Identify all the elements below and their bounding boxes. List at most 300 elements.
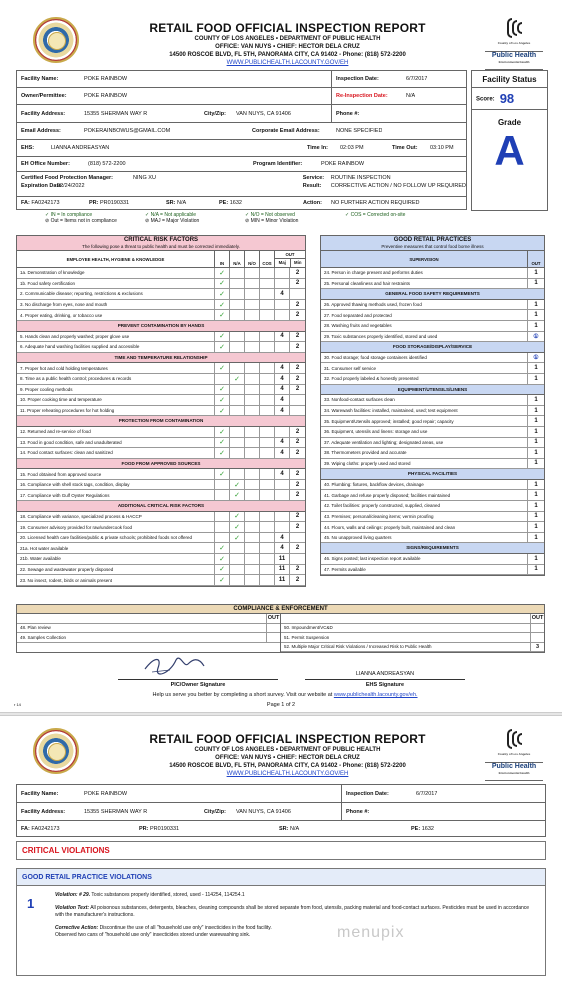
good-item-row — [321, 501, 544, 512]
facility-name-value: POKE RAINBOW — [80, 71, 332, 87]
report-url-link[interactable]: WWW.PUBLICHEALTH.LACOUNTY.GOV/EH — [226, 60, 349, 66]
na-check-icon — [230, 363, 245, 373]
cos-check-icon — [260, 448, 275, 458]
good-item-out: 1 — [534, 365, 538, 372]
col-min: Min — [294, 260, 302, 265]
na-check-icon: ✓ — [230, 533, 245, 543]
no-check-icon — [245, 374, 260, 384]
min-value: 2 — [295, 449, 300, 456]
cos-check-icon — [260, 427, 275, 437]
na-check-icon — [230, 469, 245, 479]
good-item-row — [321, 332, 544, 343]
good-item-desc: 29. Toxic substances properly identified, stored and used — [321, 332, 528, 342]
maj-value — [275, 522, 290, 532]
critical-item-row — [17, 575, 305, 586]
maj-value — [275, 512, 290, 522]
na-check-icon — [230, 438, 245, 448]
good-item-desc: 30. Food storage; food storage containers identified — [321, 353, 528, 363]
report-address-line: 14500 ROSCOE BLVD, FL 5TH, PANORAMA CITY, CA 91402 - Phone: (818) 572-2200 — [169, 52, 406, 58]
pic-signature-label: PIC/Owner Signature — [170, 682, 226, 688]
min-value: 2 — [295, 471, 300, 478]
na-check-icon — [230, 395, 245, 405]
good-title: GOOD RETAIL PRACTICES — [393, 237, 472, 243]
service-value: ROUTINE INSPECTION — [330, 175, 391, 181]
ehs-signature-line — [305, 679, 465, 680]
time-in-value: 02:03 PM — [340, 145, 364, 151]
in-check-icon: ✓ — [215, 554, 230, 564]
critical-item-row — [17, 438, 305, 449]
manager-label: Certified Food Protection Manager: — [21, 175, 113, 181]
in-check-icon: ✓ — [215, 332, 230, 342]
good-item-out: 1 — [534, 513, 538, 520]
good-item-row — [321, 490, 544, 501]
critical-subsection-header: PROTECTION FROM CONTAMINATION — [17, 416, 305, 427]
report-title-2: RETAIL FOOD OFFICIAL INSPECTION REPORT — [149, 732, 426, 746]
dph-sub-text-2: Environmental Health — [485, 771, 543, 782]
critical-item-row — [17, 289, 305, 300]
facility-row-ids — [16, 196, 467, 210]
p2-fa-label: FA: — [21, 825, 30, 832]
good-item-out: 1 — [534, 534, 538, 541]
public-health-mark-icon — [505, 18, 523, 40]
form-mark: r 14 — [14, 702, 21, 707]
critical-item-row — [17, 543, 305, 554]
critical-item-row — [17, 406, 305, 417]
critical-item-row — [17, 512, 305, 523]
maj-value: 4 — [275, 543, 290, 553]
compliance-enforcement — [16, 604, 545, 653]
dph-county-text-2: County of Los Angeles — [485, 752, 543, 763]
p2-address-label: Facility Address: — [21, 808, 66, 815]
ehs-signature-name: LIANNA ANDREASYAN — [355, 671, 415, 677]
p2-sr-value: N/A — [290, 825, 300, 832]
good-item-row — [321, 480, 544, 491]
report-title: RETAIL FOOD OFFICIAL INSPECTION REPORT — [149, 21, 426, 35]
compliance-item-out — [530, 624, 544, 633]
p2-pe-label: PE: — [411, 825, 421, 832]
good-item-out: 1 — [534, 312, 538, 319]
critical-item-desc: 20. Licensed health care facilities/public & private schools; prohibited foods not offered — [17, 533, 215, 543]
corp-email-value: NONE SPECIFIED — [336, 128, 383, 134]
good-item-desc: 38. Thermometers provided and accurate — [321, 448, 528, 458]
good-item-desc: 25. Personal cleanliness and hair restraints — [321, 279, 528, 289]
na-check-icon — [230, 406, 245, 416]
p2-row-address — [16, 802, 546, 820]
violation-text: All poisonous substances, detergents, bleaches, cleaning compounds shall be stored separate from food, utensils, packing material and food-contact surfaces. Pesticides must be used in accordance with the manufacturer's instructions. — [55, 905, 530, 918]
na-check-icon — [230, 332, 245, 342]
p2-city-label: City/Zip: — [204, 808, 226, 815]
result-label: Result: — [302, 183, 322, 189]
critical-item-row — [17, 332, 305, 343]
no-check-icon — [245, 522, 260, 532]
no-check-icon — [245, 279, 260, 289]
cos-check-icon — [260, 279, 275, 289]
critical-item-row — [17, 310, 305, 321]
critical-col-title: EMPLOYEE HEALTH, HYGIENE & KNOWLEDGE — [17, 251, 215, 267]
min-value: 2 — [295, 524, 300, 531]
good-item-desc: 32. Food properly labeled & honestly presented — [321, 374, 528, 384]
critical-item-desc: 3. No discharge from eyes, nose and mouth — [17, 300, 215, 310]
cos-check-icon — [260, 342, 275, 352]
violation-label: Violation: # 29. — [55, 892, 91, 898]
no-check-icon — [245, 310, 260, 320]
maj-value: 4 — [275, 533, 290, 543]
p2-city-value: VAN NUYS, CA 91406 — [232, 803, 342, 820]
col-in: IN — [215, 251, 230, 267]
na-check-icon — [230, 448, 245, 458]
legend-item: ✓ N/A = Not applicable — [145, 212, 197, 218]
min-value — [290, 554, 305, 564]
facility-row-name — [16, 70, 467, 87]
no-check-icon — [245, 490, 260, 500]
p2-address-value: 15355 SHERMAN WAY R — [84, 808, 148, 815]
office-value: (818) 572-2200 — [88, 161, 126, 167]
critical-item-row — [17, 480, 305, 491]
critical-subsection-header: ADDITIONAL CRITICAL RISK FACTORS — [17, 501, 305, 512]
critical-item-desc: 23. No insect, rodent, birds or animals present — [17, 575, 215, 585]
min-value: 2 — [295, 269, 300, 276]
na-check-icon: ✓ — [230, 522, 245, 532]
critical-risk-factors — [16, 235, 306, 587]
good-item-desc: 41. Garbage and refuse properly disposed; facilities maintained — [321, 490, 528, 500]
violation-number: 1 — [27, 896, 35, 911]
legend-item: ✓ N/O = Not observed — [245, 212, 295, 218]
in-check-icon: ✓ — [215, 342, 230, 352]
maj-value — [275, 480, 290, 490]
cos-check-icon — [260, 480, 275, 490]
good-violations-header: GOOD RETAIL PRACTICE VIOLATIONS — [16, 868, 546, 886]
min-value: 2 — [295, 365, 300, 372]
maj-value — [275, 279, 290, 289]
critical-title: CRITICAL RISK FACTORS — [123, 237, 199, 243]
ehs-label: EHS: — [21, 145, 35, 151]
p2-pe-value: 1632 — [421, 825, 434, 832]
maj-value: 4 — [275, 363, 290, 373]
good-item-out: 1 — [534, 428, 538, 435]
good-item-desc: 46. Signs posted; last inspection report available — [321, 554, 528, 564]
facility-status-box — [471, 70, 548, 211]
in-check-icon: ✓ — [215, 268, 230, 278]
score-value: 98 — [499, 91, 515, 106]
compliance-item-desc: 49. Samples Collection — [20, 634, 67, 640]
grade-value: A — [494, 127, 525, 174]
critical-item-row — [17, 490, 305, 501]
good-item-out: 1 — [534, 449, 538, 456]
good-item-desc: 43. Premises; personal/cleaning items; vermin proofing — [321, 512, 528, 522]
critical-item-row — [17, 385, 305, 396]
legend-item: ✓ COS = Corrected on-site — [345, 212, 406, 218]
report-office-line-2: OFFICE: VAN NUYS • CHIEF: HECTOR DELA CRUZ — [215, 755, 360, 761]
na-check-icon — [230, 554, 245, 564]
expiration-value: 02/24/2022 — [57, 183, 85, 189]
p2-pr-value: PR0190331 — [150, 825, 180, 832]
p2-row-name — [16, 784, 546, 802]
p2-name-value: POKE RAINBOW — [80, 785, 342, 802]
fa-label: FA: — [21, 200, 30, 206]
page-number: Page 1 of 2 — [266, 702, 296, 708]
good-subtitle: Preventive measures that control food borne illness — [381, 244, 484, 249]
in-check-icon — [215, 512, 230, 522]
good-item-row — [321, 448, 544, 459]
expiration-label: Expiration Date: — [21, 183, 64, 189]
pe-value: 1632 — [229, 200, 242, 206]
compliance-item — [17, 624, 280, 634]
legend-item: ⊘ MIN = Minor Violation — [245, 218, 299, 224]
good-item-desc: 44. Floors, walls and ceilings: properly built, maintained and clean — [321, 522, 528, 532]
critical-item-desc: 10. Proper cooking time and temperature — [17, 395, 215, 405]
compliance-title: COMPLIANCE & ENFORCEMENT — [17, 605, 544, 614]
no-check-icon — [245, 480, 260, 490]
good-item-desc: 40. Plumbing: fixtures, backflow devices, drainage — [321, 480, 528, 490]
good-header — [321, 236, 544, 251]
corrective-text: Discontinue the use of all "household use only" insecticides in the food facility. — [99, 925, 272, 931]
critical-item-desc: 11. Proper reheating procedures for hot holding — [17, 406, 215, 416]
cos-check-icon — [260, 438, 275, 448]
critical-item-desc: 8. Time as a public health control; procedures & records — [17, 374, 215, 384]
city-label: City/Zip: — [204, 110, 226, 117]
cos-check-icon — [260, 268, 275, 278]
facility-row-office — [16, 156, 467, 171]
compliance-right — [281, 614, 544, 652]
dph-brand-text: Public Health — [491, 51, 537, 59]
p2-name-label: Facility Name: — [21, 790, 59, 797]
facility-row-address — [16, 104, 467, 122]
public-health-logo — [485, 18, 543, 70]
action-value: NO FURTHER ACTION REQUIRED — [331, 200, 420, 206]
min-value — [290, 395, 305, 405]
critical-item-desc: 19. Consumer advisory provided for raw/undercook food — [17, 522, 215, 532]
na-check-icon: ✓ — [230, 374, 245, 384]
no-check-icon — [245, 406, 260, 416]
p2-fa-value: FA0242173 — [31, 825, 60, 832]
no-check-icon — [245, 332, 260, 342]
county-seal-icon-2 — [33, 728, 79, 774]
critical-item-desc: 5. Hands clean and properly washed; proper glove use — [17, 332, 215, 342]
sr-value: N/A — [177, 200, 187, 206]
good-item-out: 1 — [534, 481, 538, 488]
compliance-out-right: OUT — [531, 615, 544, 622]
critical-item-desc: 13. Food in good condition, safe and unadulterated — [17, 438, 215, 448]
critical-header — [17, 236, 305, 251]
critical-item-row — [17, 363, 305, 374]
critical-item-row — [17, 469, 305, 480]
min-value: 2 — [295, 439, 300, 446]
cos-check-icon — [260, 522, 275, 532]
na-check-icon — [230, 565, 245, 575]
report-county-line-2: COUNTY OF LOS ANGELES • DEPARTMENT OF PUBLIC HEALTH — [194, 747, 381, 753]
reinspection-value: N/A — [406, 93, 416, 99]
fa-value: FA0242173 — [31, 200, 60, 206]
good-item-desc: 24. Person in charge present and performs duties — [321, 268, 528, 278]
owner-value: POKE RAINBOW — [80, 88, 332, 104]
violation-text-label: Violation Text: — [55, 905, 90, 911]
no-check-icon — [245, 395, 260, 405]
maj-value: 11 — [275, 575, 290, 585]
in-check-icon — [215, 533, 230, 543]
no-check-icon — [245, 533, 260, 543]
p2-sr-label: SR: — [279, 825, 289, 832]
good-item-row — [321, 533, 544, 544]
ehs-value: LIANNA ANDREASYAN — [51, 145, 110, 151]
good-item-out: 1 — [534, 555, 538, 562]
program-label: Program Identifier: — [253, 161, 303, 167]
critical-item-desc: 7. Proper hot and cold holding temperatures — [17, 363, 215, 373]
critical-item-desc: 12. Returned and re-service of food — [17, 427, 215, 437]
good-item-out: 1 — [534, 502, 538, 509]
cos-check-icon — [260, 332, 275, 342]
good-item-out: 1 — [534, 396, 538, 403]
critical-item-row — [17, 268, 305, 279]
time-in-label: Time In: — [307, 145, 328, 151]
good-item-out: ① — [533, 355, 539, 362]
na-check-icon: ✓ — [230, 480, 245, 490]
critical-subsection-header: TIME AND TEMPERATURE RELATIONSHIP — [17, 353, 305, 364]
in-check-icon: ✓ — [215, 565, 230, 575]
na-check-icon — [230, 385, 245, 395]
good-item-row — [321, 268, 544, 279]
cos-check-icon — [260, 385, 275, 395]
maj-value: 4 — [275, 385, 290, 395]
cos-check-icon — [260, 395, 275, 405]
good-item-row — [321, 310, 544, 321]
min-value: 2 — [295, 513, 300, 520]
in-check-icon: ✓ — [215, 279, 230, 289]
report-page-2 — [0, 716, 562, 999]
survey-link[interactable]: www.publichealth.lacounty.gov/eh. — [333, 692, 418, 698]
cos-check-icon — [260, 565, 275, 575]
p2-date-label: Inspection Date: — [346, 790, 389, 797]
no-check-icon — [245, 448, 260, 458]
good-item-desc: 33. Nonfood-contact surfaces clean — [321, 395, 528, 405]
no-check-icon — [245, 575, 260, 585]
good-item-desc: 39. Wiping cloths: properly used and stored — [321, 459, 528, 469]
good-item-desc: 42. Toilet facilities: properly constructed, supplied, cleaned — [321, 501, 528, 511]
in-check-icon: ✓ — [215, 438, 230, 448]
na-check-icon — [230, 543, 245, 553]
maj-value: 4 — [275, 374, 290, 384]
good-item-out: 1 — [534, 322, 538, 329]
legend — [45, 212, 535, 224]
facility-row-email — [16, 122, 467, 139]
owner-label: Owner/Permittee: — [21, 93, 67, 99]
public-health-logo-2 — [485, 729, 543, 781]
compliance-item — [281, 624, 544, 634]
in-check-icon — [215, 490, 230, 500]
no-check-icon — [245, 543, 260, 553]
cos-check-icon — [260, 310, 275, 320]
cos-check-icon — [260, 512, 275, 522]
good-item-desc: 31. Consumer self service — [321, 363, 528, 373]
critical-item-row — [17, 448, 305, 459]
critical-item-row — [17, 374, 305, 385]
critical-item-desc: 15. Food obtained from approved source — [17, 469, 215, 479]
good-item-row — [321, 374, 544, 385]
in-check-icon — [215, 374, 230, 384]
cos-check-icon — [260, 374, 275, 384]
in-check-icon — [215, 480, 230, 490]
good-item-desc: 26. Approved thawing methods used, frozen food — [321, 300, 528, 310]
maj-value: 11 — [275, 554, 290, 564]
violation-details — [55, 892, 535, 945]
compliance-item — [281, 643, 544, 653]
report-county-line: COUNTY OF LOS ANGELES • DEPARTMENT OF PUBLIC HEALTH — [194, 36, 381, 42]
cos-check-icon — [260, 406, 275, 416]
good-item-row — [321, 416, 544, 427]
critical-item-row — [17, 565, 305, 576]
in-check-icon: ✓ — [215, 395, 230, 405]
corp-email-label: Corporate Email Address: — [252, 128, 320, 134]
critical-item-row — [17, 522, 305, 533]
na-check-icon: ✓ — [230, 490, 245, 500]
good-item-out: 1 — [534, 407, 538, 414]
critical-item-desc: 14. Food contact surfaces: clean and sanitized — [17, 448, 215, 458]
good-item-row — [321, 427, 544, 438]
pe-label: PE: — [219, 200, 229, 206]
good-item-row — [321, 554, 544, 565]
min-value: 2 — [295, 375, 300, 382]
good-item-row — [321, 406, 544, 417]
compliance-item-out: 3 — [530, 643, 544, 652]
city-value: VAN NUYS, CA 91406 — [232, 105, 332, 122]
compliance-left — [17, 614, 281, 652]
good-item-out: 1 — [534, 301, 538, 308]
col-out-label: OUT — [275, 251, 305, 259]
na-check-icon — [230, 289, 245, 299]
legend-item: ⊘ Out = Items not in compliance — [45, 218, 117, 224]
observed-text: Observed two cans of "household use only" insecticides stored under warewashing sink. — [55, 932, 251, 938]
time-out-value: 03:10 PM — [430, 145, 454, 151]
county-seal-icon — [33, 17, 79, 63]
good-item-row — [321, 565, 544, 576]
na-check-icon — [230, 427, 245, 437]
email-label: Email Address: — [21, 128, 61, 134]
report-url-link-2[interactable]: WWW.PUBLICHEALTH.LACOUNTY.GOV/EH — [226, 771, 349, 777]
good-item-row — [321, 279, 544, 290]
good-subsection-header: EQUIPMENT/UTENSILS/LINENS — [321, 385, 544, 396]
in-check-icon: ✓ — [215, 469, 230, 479]
critical-column-header — [17, 251, 305, 268]
good-item-desc: 47. Permits available — [321, 565, 528, 575]
good-item-desc: 35. Equipment/Utensils approved; installed; good repair; capacity — [321, 416, 528, 426]
good-col-title: SUPERVISION — [321, 251, 528, 267]
good-subsection-header: SIGNS/REQUIREMENTS — [321, 543, 544, 554]
maj-value: 4 — [275, 395, 290, 405]
critical-item-desc: 1b. Food safety certification — [17, 279, 215, 289]
in-check-icon: ✓ — [215, 289, 230, 299]
good-item-out: 1 — [534, 439, 538, 446]
good-item-row — [321, 512, 544, 523]
compliance-item-desc: 48. Plan review — [20, 625, 51, 631]
cos-check-icon — [260, 289, 275, 299]
min-value: 2 — [295, 577, 300, 584]
min-value: 2 — [295, 301, 300, 308]
critical-item-desc: 16. Compliance with shell stock tags, condition, display — [17, 480, 215, 490]
col-na: N/A — [230, 251, 245, 267]
address-label: Facility Address: — [21, 110, 66, 117]
cos-check-icon — [260, 554, 275, 564]
no-check-icon — [245, 554, 260, 564]
good-item-out: ① — [533, 333, 539, 340]
cos-check-icon — [260, 490, 275, 500]
in-check-icon: ✓ — [215, 575, 230, 585]
critical-subtitle: The following pose a threat to public health and must be corrected immediately. — [82, 244, 240, 249]
legend-item: ✓ IN = In compliance — [45, 212, 93, 218]
manager-value: NING XU — [133, 175, 156, 181]
good-col-out: OUT — [531, 261, 541, 266]
good-item-out: 1 — [534, 280, 538, 287]
no-check-icon — [245, 565, 260, 575]
maj-value: 4 — [275, 406, 290, 416]
